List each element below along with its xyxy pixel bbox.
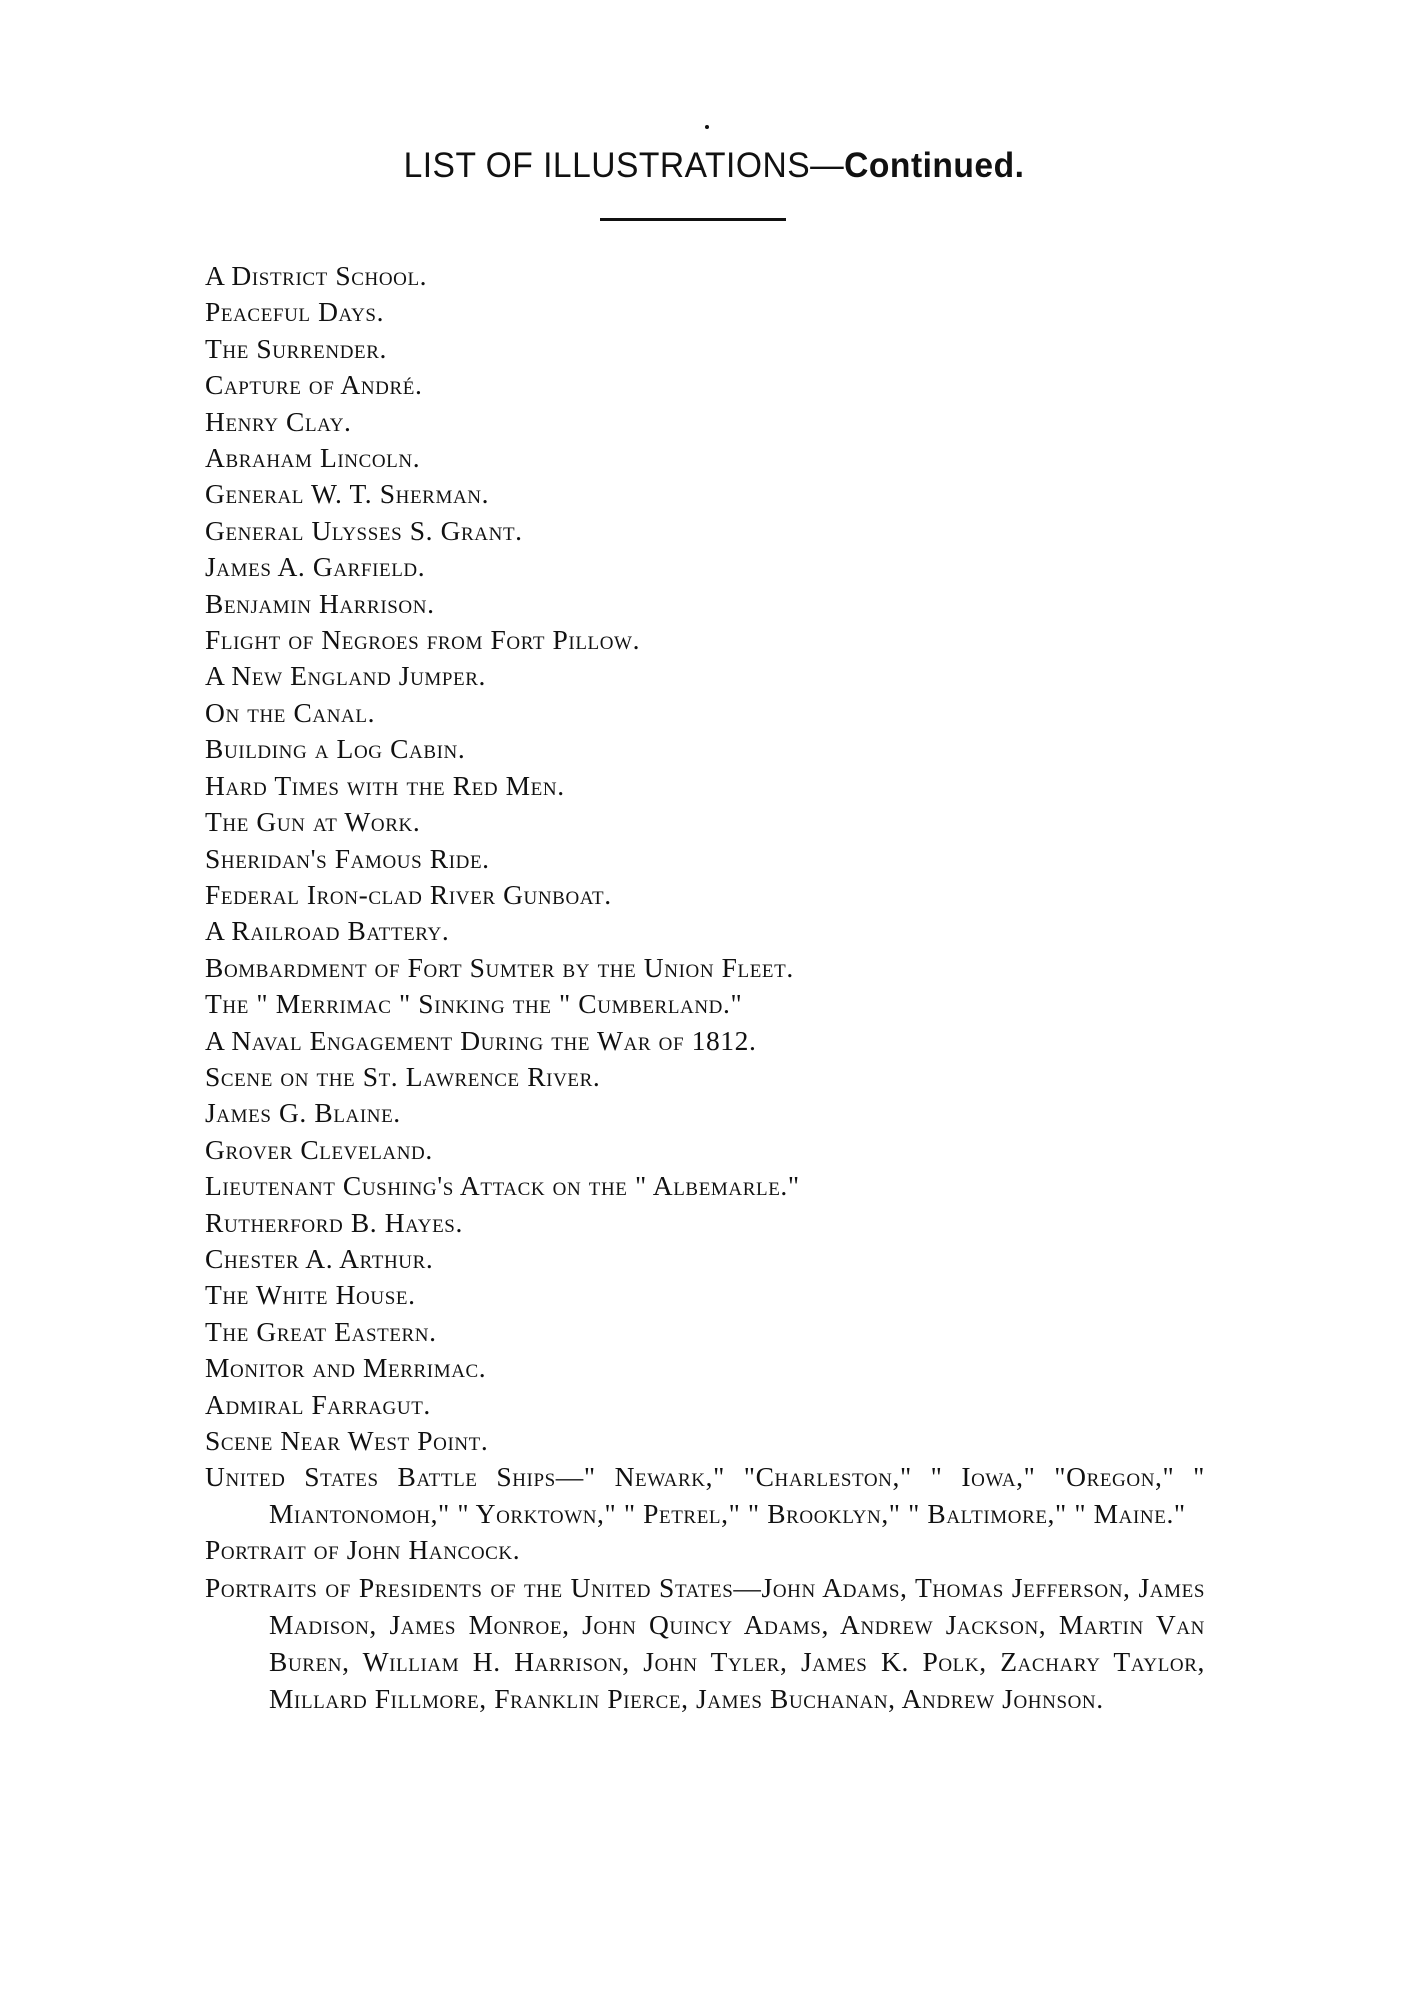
list-item: The White House. — [205, 1279, 416, 1311]
list-item: Federal Iron-clad River Gunboat. — [205, 878, 612, 910]
list-item: Chester A. Arthur. — [205, 1242, 434, 1274]
list-item: Monitor and Merrimac. — [205, 1352, 487, 1384]
list-item: Building a Log Cabin. — [205, 733, 466, 765]
heading-continued: Continued. — [844, 146, 1025, 185]
list-item: Hard Times with the Red Men. — [205, 769, 565, 801]
page-heading — [40, 146, 1388, 186]
list-item: Capture of André. — [205, 369, 423, 401]
list-item: Admiral Farragut. — [205, 1388, 431, 1420]
list-item: The Surrender. — [205, 332, 387, 364]
list-item: James A. Garfield. — [205, 551, 426, 583]
list-item: Henry Clay. — [205, 405, 352, 437]
list-item: Bombardment of Fort Sumter by the Union Fleet. — [205, 951, 794, 983]
list-item: The " Merrimac " Sinking the " Cumberland." — [205, 988, 743, 1020]
list-item: On the Canal. — [205, 696, 376, 728]
list-item: Portraits of Presidents of the United States—John Adams, Thomas Jefferson, James Madison, James Monroe, John Quincy Adams, Andrew Jackson, Martin Van Buren, William H. Harrison, John Tyler, James K. Polk, Zachary Taylor, Millard Fillmore, Franklin Pierce, James Buchanan, Andrew Johnson. — [205, 1571, 1205, 1714]
list-item: Sheridan's Famous Ride. — [205, 842, 490, 874]
list-item: Flight of Negroes from Fort Pillow. — [205, 624, 641, 656]
illustrations-list — [205, 258, 1205, 1717]
list-item: Abraham Lincoln. — [205, 442, 421, 474]
list-item: Lieutenant Cushing's Attack on the " Albemarle." — [205, 1170, 800, 1202]
list-item: A District School. — [205, 260, 428, 291]
list-item: Benjamin Harrison. — [205, 587, 435, 619]
list-item: Grover Cleveland. — [205, 1133, 433, 1165]
list-item: The Gun at Work. — [205, 806, 421, 838]
list-item: A New England Jumper. — [205, 660, 487, 692]
list-item: The Great Eastern. — [205, 1315, 437, 1347]
list-item: A Railroad Battery. — [205, 915, 450, 947]
list-item: Peaceful Days. — [205, 296, 385, 328]
list-item: Scene Near West Point. — [205, 1425, 489, 1456]
list-item: James G. Blaine. — [205, 1097, 401, 1129]
list-item: General W. T. Sherman. — [205, 478, 490, 510]
list-item: A Naval Engagement During the War of 1812. — [205, 1024, 757, 1056]
heading-rule — [600, 218, 786, 221]
list-item: Rutherford B. Hayes. — [205, 1206, 463, 1238]
list-item: General Ulysses S. Grant. — [205, 514, 523, 546]
list-item: Portrait of John Hancock. — [205, 1534, 521, 1566]
heading-main: LIST OF ILLUSTRATIONS— — [403, 146, 845, 185]
ink-speck — [705, 125, 709, 129]
list-item: United States Battle Ships—" Newark," "Charleston," " Iowa," "Oregon," " Miantonomoh," " Yorktown," " Petrel," " Brooklyn," " Baltimore," " Maine." — [205, 1461, 1205, 1529]
list-item: Scene on the St. Lawrence River. — [205, 1060, 601, 1092]
